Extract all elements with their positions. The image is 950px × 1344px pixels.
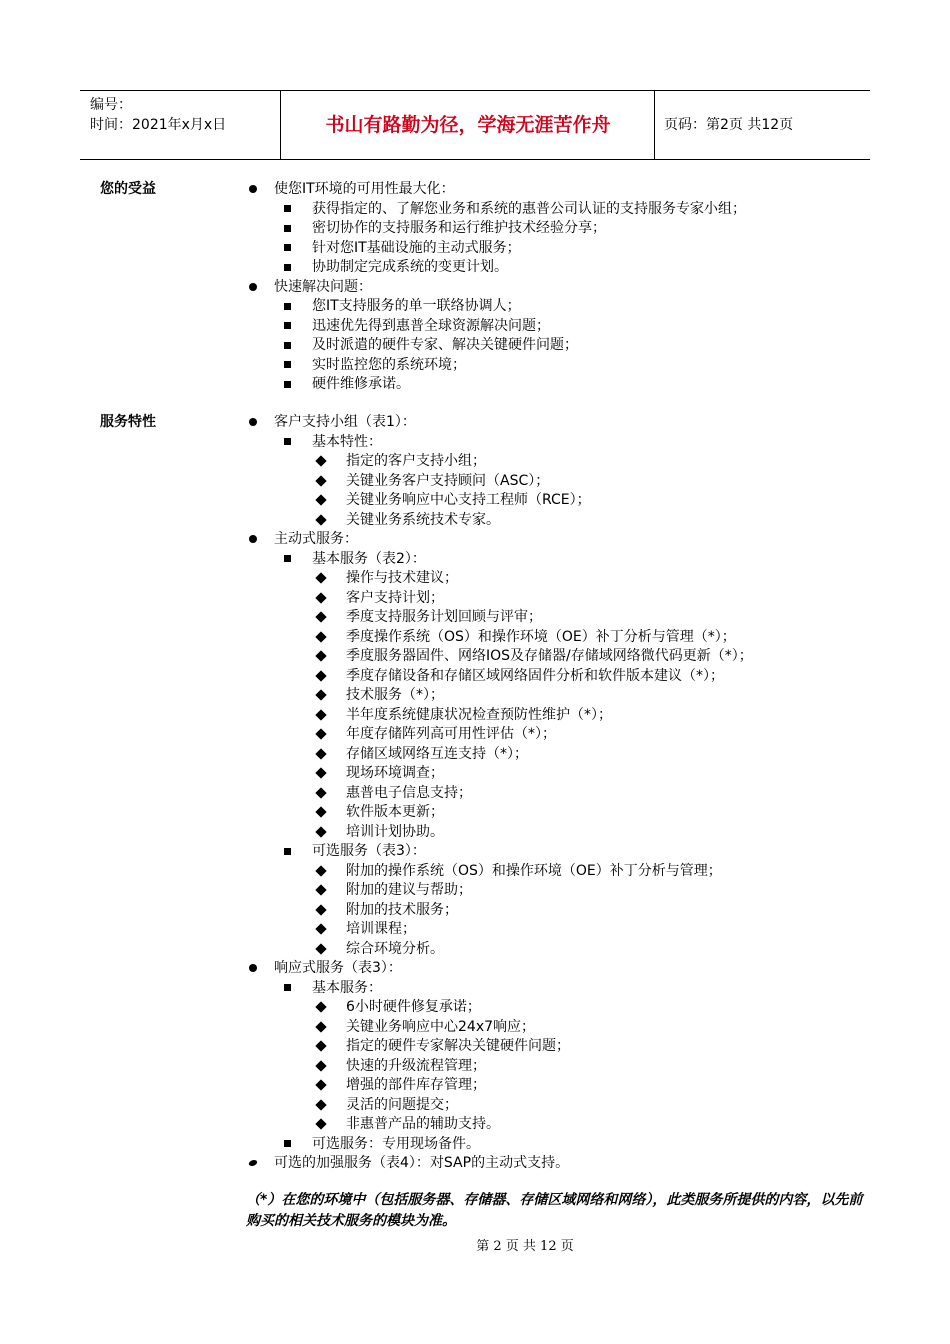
list-item-text: 关键业务响应中心24x7响应； bbox=[346, 1018, 536, 1035]
list-item-text: 使您IT环境的可用性最大化： bbox=[274, 181, 455, 197]
list-item-text: 增强的部件库存管理； bbox=[346, 1077, 486, 1093]
list-item bbox=[244, 1057, 864, 1077]
list-item-text: 培训计划协助。 bbox=[346, 823, 444, 840]
list-item-text: 现场环境调查； bbox=[346, 765, 444, 781]
bullet-square-icon bbox=[280, 317, 294, 337]
list-item-text: 操作与技术建议； bbox=[346, 570, 458, 586]
bullet-square-icon bbox=[280, 375, 294, 395]
list-item-text: 季度操作系统（OS）和操作环境（OE）补丁分析与管理（*）； bbox=[346, 628, 736, 645]
list-item bbox=[244, 297, 864, 317]
list-item bbox=[244, 979, 864, 999]
list-item-text: 客户支持计划； bbox=[346, 589, 444, 606]
bullet-dot-icon bbox=[246, 278, 260, 298]
list-item-text: 非惠普产品的辅助支持。 bbox=[346, 1116, 500, 1132]
header-divider bbox=[280, 91, 281, 159]
list-item bbox=[244, 823, 864, 843]
list-item bbox=[244, 1018, 864, 1038]
list-item-text: 附加的技术服务； bbox=[346, 901, 458, 918]
bullet-square-icon bbox=[280, 433, 294, 453]
bullet-diamond-icon bbox=[314, 1057, 328, 1077]
bullet-diamond-icon bbox=[314, 647, 328, 667]
section-title-benefits: 您的受益 bbox=[100, 181, 156, 197]
list-item-text: 客户支持小组（表1）： bbox=[274, 414, 416, 430]
list-item-text: 半年度系统健康状况检查预防性维护（*）； bbox=[346, 706, 612, 723]
list-item-text: 6小时硬件修复承诺； bbox=[346, 999, 481, 1015]
list-item-text: 综合环境分析。 bbox=[346, 940, 444, 957]
list-item-text: 季度存储设备和存储区域网络固件分析和软件版本建议（*）； bbox=[346, 667, 724, 684]
list-item bbox=[244, 219, 864, 239]
bullet-square-icon bbox=[280, 297, 294, 317]
bullet-dot-icon bbox=[246, 959, 260, 979]
list-item-text: 基本服务（表2）： bbox=[312, 550, 426, 567]
list-item-text: 您IT支持服务的单一联络协调人； bbox=[312, 298, 521, 314]
list-item-text: 硬件维修承诺。 bbox=[312, 376, 410, 392]
list-item-text: 指定的硬件专家解决关键硬件问题； bbox=[346, 1038, 570, 1054]
bullet-square-icon bbox=[280, 336, 294, 356]
list-item bbox=[244, 901, 864, 921]
page-footer: 第 2 页 共 12 页 bbox=[476, 1239, 574, 1254]
bullet-square-icon bbox=[280, 842, 294, 862]
list-item bbox=[244, 413, 864, 433]
bullet-square-icon bbox=[280, 1135, 294, 1155]
bullet-diamond-icon bbox=[314, 1096, 328, 1116]
list-item-text: 协助制定完成系统的变更计划。 bbox=[312, 259, 508, 275]
list-item-text: 基本特性： bbox=[312, 433, 382, 450]
list-item bbox=[244, 239, 864, 259]
list-item-text: 关键业务系统技术专家。 bbox=[346, 511, 500, 528]
list-item bbox=[244, 608, 864, 628]
bullet-square-icon bbox=[280, 550, 294, 570]
bullet-square-icon bbox=[280, 979, 294, 999]
bullet-dot-icon bbox=[246, 413, 260, 433]
list-item bbox=[244, 881, 864, 901]
features-list bbox=[244, 413, 864, 1174]
list-item bbox=[244, 667, 864, 687]
bullet-diamond-icon bbox=[314, 1076, 328, 1096]
list-item-text: 实时监控您的系统环境； bbox=[312, 356, 466, 373]
footnote: （*）在您的环境中（包括服务器、存储器、存储区域网络和网络），此类服务所提供的内容，以先前购买的相关技术服务的模块为准。 bbox=[246, 1192, 863, 1229]
bullet-diamond-icon bbox=[314, 998, 328, 1018]
bullet-square-icon bbox=[280, 219, 294, 239]
list-item bbox=[244, 1154, 864, 1174]
bullet-diamond-icon bbox=[314, 511, 328, 531]
list-item-text: 可选服务：专用现场备件。 bbox=[312, 1135, 480, 1152]
list-item bbox=[244, 1076, 864, 1096]
list-item bbox=[244, 180, 864, 200]
bullet-diamond-icon bbox=[314, 1018, 328, 1038]
list-item bbox=[244, 1096, 864, 1116]
benefits-list bbox=[244, 180, 864, 395]
bullet-diamond-icon bbox=[314, 1037, 328, 1057]
bullet-diamond-icon bbox=[314, 491, 328, 511]
list-item bbox=[244, 511, 864, 531]
list-item bbox=[244, 998, 864, 1018]
list-item-text: 附加的建议与帮助； bbox=[346, 882, 472, 898]
list-item bbox=[244, 317, 864, 337]
list-item-text: 年度存储阵列高可用性评估（*）； bbox=[346, 726, 556, 742]
list-item-text: 主动式服务： bbox=[274, 531, 358, 547]
list-item-text: 惠普电子信息支持； bbox=[346, 784, 472, 801]
list-item bbox=[244, 356, 864, 376]
list-item bbox=[244, 589, 864, 609]
list-item bbox=[244, 764, 864, 784]
list-item bbox=[244, 725, 864, 745]
list-item-text: 季度支持服务计划回顾与评审； bbox=[346, 609, 542, 625]
list-item bbox=[244, 686, 864, 706]
list-item bbox=[244, 628, 864, 648]
list-item bbox=[244, 784, 864, 804]
list-item-text: 密切协作的支持服务和运行维护技术经验分享； bbox=[312, 220, 606, 236]
list-item bbox=[244, 375, 864, 395]
list-item-text: 可选的加强服务（表4）：对SAP的主动式支持。 bbox=[274, 1155, 570, 1171]
bullet-diamond-icon bbox=[314, 920, 328, 940]
bullet-dot-icon bbox=[246, 1154, 260, 1174]
header-page-info: 页码：第2页 共12页 bbox=[664, 117, 794, 133]
bullet-square-icon bbox=[280, 200, 294, 220]
list-item bbox=[244, 920, 864, 940]
list-item-text: 指定的客户支持小组； bbox=[346, 453, 486, 469]
list-item-text: 培训课程； bbox=[346, 921, 416, 937]
list-item bbox=[244, 940, 864, 960]
bullet-diamond-icon bbox=[314, 823, 328, 843]
bullet-diamond-icon bbox=[314, 725, 328, 745]
list-item-text: 灵活的问题提交； bbox=[346, 1096, 458, 1113]
list-item bbox=[244, 433, 864, 453]
bullet-diamond-icon bbox=[314, 745, 328, 765]
list-item bbox=[244, 959, 864, 979]
list-item-text: 快速的升级流程管理； bbox=[346, 1057, 486, 1074]
list-item-text: 响应式服务（表3）： bbox=[274, 960, 402, 976]
list-item bbox=[244, 452, 864, 472]
list-item bbox=[244, 258, 864, 278]
bullet-square-icon bbox=[280, 239, 294, 259]
bullet-diamond-icon bbox=[314, 608, 328, 628]
bullet-square-icon bbox=[280, 356, 294, 376]
bullet-diamond-icon bbox=[314, 706, 328, 726]
list-item-text: 获得指定的、了解您业务和系统的惠普公司认证的支持服务专家小组； bbox=[312, 200, 746, 217]
list-item-text: 软件版本更新； bbox=[346, 804, 444, 820]
bullet-diamond-icon bbox=[314, 862, 328, 882]
list-item bbox=[244, 745, 864, 765]
list-item-text: 快速解决问题： bbox=[274, 278, 372, 295]
bullet-diamond-icon bbox=[314, 901, 328, 921]
bullet-square-icon bbox=[280, 258, 294, 278]
bullet-diamond-icon bbox=[314, 686, 328, 706]
list-item bbox=[244, 472, 864, 492]
section-title-features: 服务特性 bbox=[100, 414, 156, 430]
list-item bbox=[244, 530, 864, 550]
header-motto: 书山有路勤为径，学海无涯苦作舟 bbox=[325, 114, 611, 136]
bullet-diamond-icon bbox=[314, 881, 328, 901]
page-header bbox=[80, 90, 870, 160]
list-item bbox=[244, 336, 864, 356]
bullet-diamond-icon bbox=[314, 667, 328, 687]
list-item bbox=[244, 706, 864, 726]
bullet-diamond-icon bbox=[314, 628, 328, 648]
list-item-text: 季度服务器固件、网络IOS及存储器/存储域网络微代码更新（*）； bbox=[346, 648, 753, 664]
list-item-text: 关键业务响应中心支持工程师（RCE）； bbox=[346, 492, 591, 508]
bullet-dot-icon bbox=[246, 180, 260, 200]
list-item bbox=[244, 200, 864, 220]
bullet-diamond-icon bbox=[314, 589, 328, 609]
header-divider bbox=[654, 91, 655, 159]
list-item-text: 针对您IT基础设施的主动式服务； bbox=[312, 239, 521, 256]
bullet-diamond-icon bbox=[314, 764, 328, 784]
list-item bbox=[244, 803, 864, 823]
header-time: 时间：2021年x月x日 bbox=[90, 117, 227, 133]
list-item bbox=[244, 1115, 864, 1135]
list-item-text: 基本服务： bbox=[312, 979, 382, 996]
list-item bbox=[244, 1135, 864, 1155]
list-item bbox=[244, 550, 864, 570]
list-item bbox=[244, 569, 864, 589]
bullet-diamond-icon bbox=[314, 452, 328, 472]
list-item-text: 迅速优先得到惠普全球资源解决问题； bbox=[312, 317, 550, 334]
bullet-diamond-icon bbox=[314, 569, 328, 589]
bullet-diamond-icon bbox=[314, 1115, 328, 1135]
list-item bbox=[244, 647, 864, 667]
header-number: 编号： bbox=[90, 97, 132, 113]
list-item bbox=[244, 842, 864, 862]
bullet-diamond-icon bbox=[314, 803, 328, 823]
list-item bbox=[244, 862, 864, 882]
list-item-text: 关键业务客户支持顾问（ASC）； bbox=[346, 472, 550, 489]
list-item bbox=[244, 491, 864, 511]
list-item bbox=[244, 278, 864, 298]
bullet-dot-icon bbox=[246, 530, 260, 550]
bullet-diamond-icon bbox=[314, 784, 328, 804]
header-meta bbox=[90, 95, 226, 135]
bullet-diamond-icon bbox=[314, 940, 328, 960]
list-item-text: 及时派遣的硬件专家、解决关键硬件问题； bbox=[312, 337, 578, 353]
list-item-text: 附加的操作系统（OS）和操作环境（OE）补丁分析与管理； bbox=[346, 862, 722, 879]
list-item-text: 技术服务（*）； bbox=[346, 687, 444, 703]
list-item-text: 存储区域网络互连支持（*）； bbox=[346, 745, 528, 762]
list-item-text: 可选服务（表3）： bbox=[312, 843, 426, 859]
list-item bbox=[244, 1037, 864, 1057]
bullet-diamond-icon bbox=[314, 472, 328, 492]
